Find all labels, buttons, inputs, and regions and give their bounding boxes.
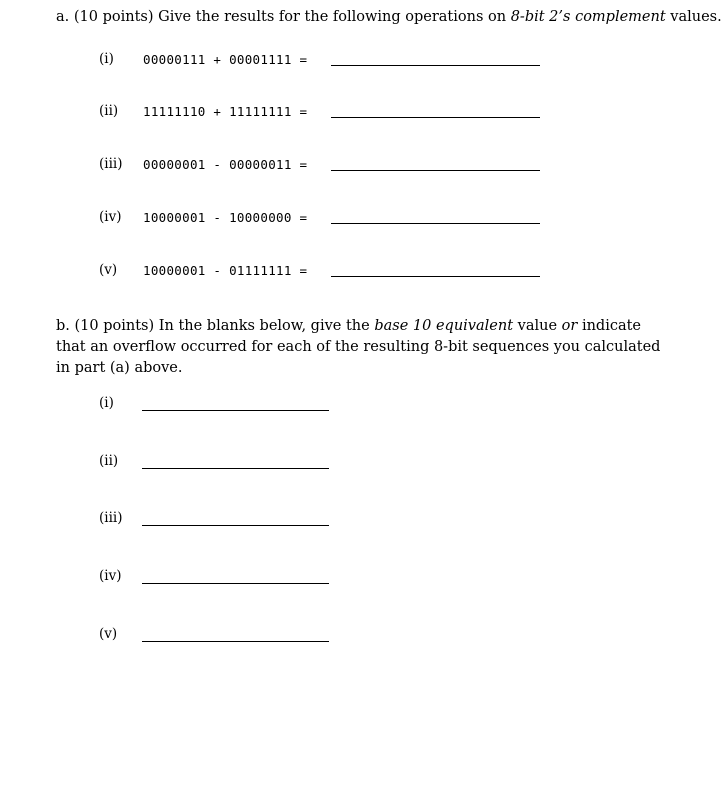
part-b-item (0, 395, 694, 417)
part-a-item (0, 209, 694, 229)
part-b-label: b. (56, 318, 70, 334)
binary-expression: 00000001 - 00000011 = (143, 157, 308, 172)
part-a-item (0, 156, 694, 176)
item-number: (iii) (99, 156, 123, 172)
binary-expression: 10000001 - 10000000 = (143, 210, 308, 225)
item-number: (iii) (99, 510, 123, 526)
answer-blank[interactable] (142, 525, 329, 526)
binary-expression: 00000111 + 00001111 = (143, 52, 308, 67)
answer-blank[interactable] (331, 223, 540, 224)
answer-blank[interactable] (331, 170, 540, 171)
binary-expression: 11111110 + 11111111 = (143, 104, 308, 119)
item-number: (i) (99, 395, 114, 411)
item-number: (ii) (99, 453, 119, 469)
answer-blank[interactable] (142, 410, 329, 411)
part-a-text-before: Give the results for the following operations on (158, 9, 507, 25)
part-b-item (0, 510, 694, 532)
part-a-item (0, 103, 694, 123)
part-b-item (0, 453, 694, 475)
item-number: (ii) (99, 103, 119, 119)
answer-blank[interactable] (331, 117, 540, 118)
item-number: (v) (99, 262, 118, 278)
binary-expression: 10000001 - 01111111 = (143, 263, 308, 278)
part-b-emphasis1: base 10 equivalent (374, 318, 514, 334)
part-a-emphasis: 8-bit 2’s complement (510, 9, 666, 25)
part-a-text-after: values. (670, 9, 722, 25)
item-number: (iv) (99, 209, 122, 225)
part-a-label: a. (56, 9, 70, 25)
part-a-points: (10 points) (73, 9, 154, 25)
part-b-item (0, 626, 694, 648)
item-number: (i) (99, 51, 114, 67)
part-b-text2: value (517, 318, 558, 334)
part-a-item (0, 262, 694, 282)
part-b-item (0, 568, 694, 590)
answer-blank[interactable] (331, 276, 540, 277)
answer-blank[interactable] (331, 65, 540, 66)
part-a-item (0, 51, 694, 71)
item-number: (v) (99, 626, 118, 642)
answer-blank[interactable] (142, 583, 329, 584)
item-number: (iv) (99, 568, 122, 584)
answer-blank[interactable] (142, 468, 329, 469)
part-b-emphasis2: or (561, 318, 578, 334)
part-b-text1: In the blanks below, give the (158, 318, 370, 334)
part-b-text3: indicate that an overflow occurred for each of the resulting 8-bit sequences you calculated in part (a) above. (56, 318, 661, 376)
part-a-heading (56, 9, 722, 25)
part-b-heading (56, 316, 666, 379)
part-b-points: (10 points) (74, 318, 155, 334)
answer-blank[interactable] (142, 641, 329, 642)
